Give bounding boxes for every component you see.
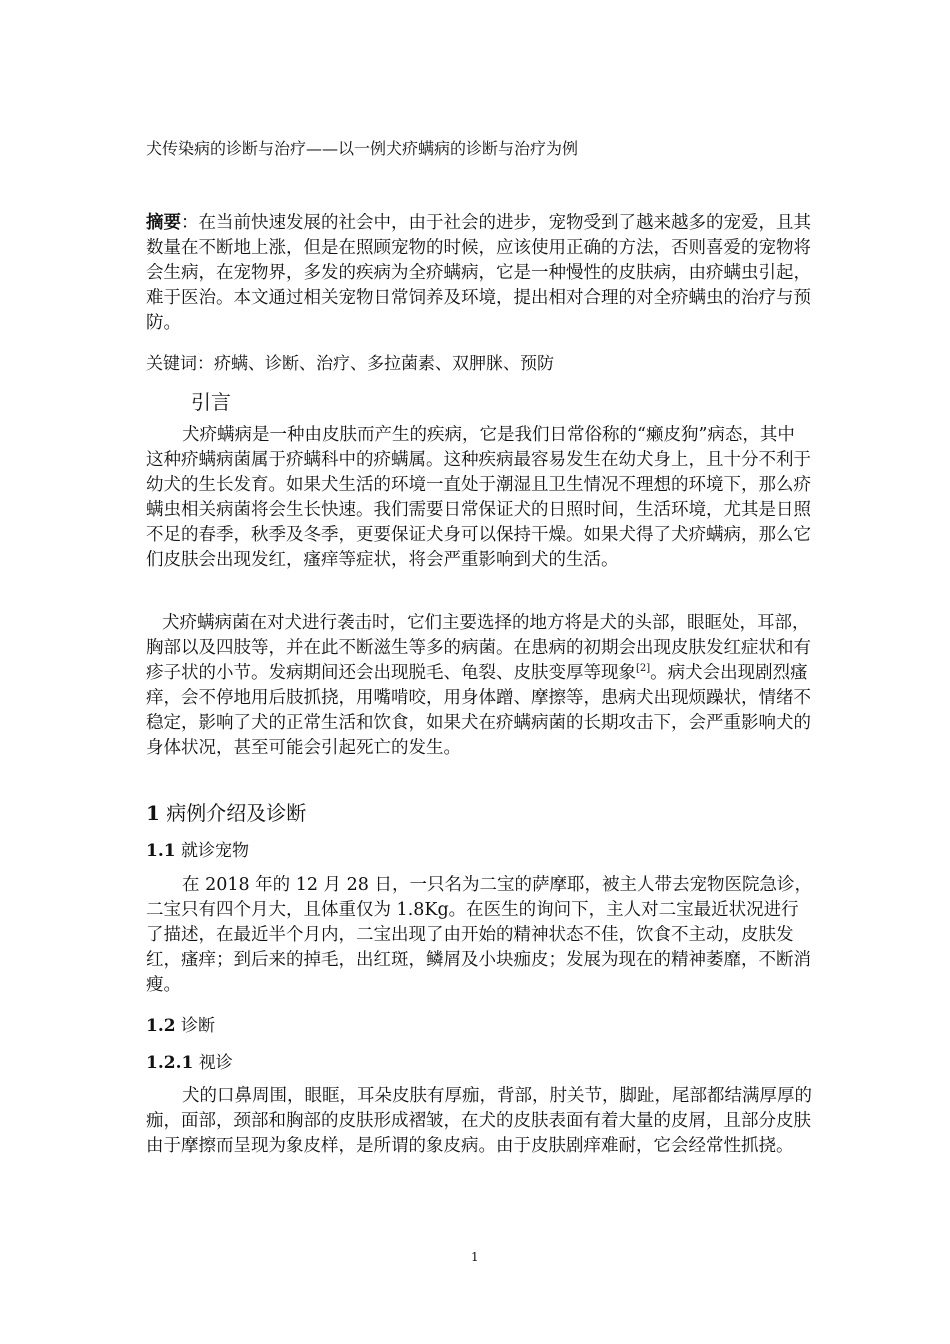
abstract-label: 摘要 <box>146 213 181 233</box>
section-heading-1-1 <box>146 836 249 861</box>
section-heading-1 <box>146 797 306 826</box>
intro-paragraph-2 <box>146 611 812 761</box>
case-paragraph: 在 2018 年的 12 月 28 日，一只名为二宝的萨摩耶，被主人带去宠物医院急诊，二宝只有四个月大，且体重仅为 1.8Kg。在医生的询问下，主人对二宝最近状况进行了描述，在最近半个月内，二宝出现了由开始的精神状态不佳，饮食不主动，皮肤发红，瘙痒；到后来的掉毛，出红斑，鳞屑及小块痂皮；发展为现在的精神萎靡，不断消瘦。 <box>146 875 812 995</box>
keywords: 关键词：疥螨、诊断、治疗、多拉菌素、双胛脒、预防 <box>146 354 554 374</box>
abstract-text: ：在当前快速发展的社会中，由于社会的进步，宠物受到了越来越多的宠爱，且其数量在不断地上涨，但是在照顾宠物的时候，应该使用正确的方法，否则喜爱的宠物将会生病，在宠物界，多发的疾病为全疥螨病，它是一种慢性的皮肤病，由疥螨虫引起，难于医治。本文通过相关宠物日常饲养及环境，提出相对合理的对全疥螨虫的治疗与预防。 <box>146 213 811 333</box>
section-title: 就诊宠物 <box>175 841 249 861</box>
section-number: 1.2 <box>146 1016 176 1036</box>
section-title: 视诊 <box>193 1053 233 1073</box>
section-heading-1-2-1 <box>146 1048 233 1073</box>
page-number: 1 <box>471 1250 479 1264</box>
intro-paragraph-1: 犬疥螨病是一种由皮肤而产生的疾病，它是我们日常俗称的“癞皮狗”病态，其中这种疥螨病菌属于疥螨科中的疥螨属。这种疾病最容易发生在幼犬身上，且十分不利于幼犬的生长发育。如果犬生活的环境一直处于潮湿且卫生情况不理想的环境下，那么疥螨虫相关病菌将会生长快速。我们需要日常保证犬的日照时间，生活环境，尤其是日照不足的春季，秋季及冬季，更要保证犬身可以保持干燥。如果犬得了犬疥螨病，那么它们皮肤会出现发红，瘙痒等症状，将会严重影响到犬的生活。 <box>146 425 811 570</box>
section-heading-1-2 <box>146 1011 215 1036</box>
intro-paragraph-2-text-b: 。病犬会出现剧烈瘙痒，会不停地用后肢抓挠，用嘴啃咬，用身体蹭、摩擦等，患病犬出现烦躁状，情绪不稳定，影响了犬的正常生活和饮食，如果犬在疥螨病菌的长期攻击下，会严重影响犬的身体状况，甚至可能会引起死亡的发生。 <box>146 663 811 758</box>
intro-paragraph-2-text-a: 犬疥螨病菌在对犬进行袭击时，它们主要选择的地方将是犬的头部，眼眶处，耳部，胸部以及四肢等，并在此不断滋生等多的病菌。在患病的初期会出现皮肤发红症状和有疹子状的小节。发病期间还会出现脱毛、龟裂、皮肤变厚等现象 <box>146 613 811 683</box>
intro-heading: 引言 <box>191 390 231 414</box>
abstract <box>146 211 812 336</box>
section-number: 1 <box>146 801 160 825</box>
section-title: 病例介绍及诊断 <box>159 801 307 825</box>
citation-ref: [2] <box>636 663 651 675</box>
section-title: 诊断 <box>175 1016 215 1036</box>
section-number: 1.2.1 <box>146 1053 194 1073</box>
visual-inspection-paragraph: 犬的口鼻周围，眼眶，耳朵皮肤有厚痂，背部，肘关节，脚趾，尾部都结满厚厚的痂，面部，颈部和胸部的皮肤形成褶皱，在犬的皮肤表面有着大量的皮屑，且部分皮肤由于摩擦而呈现为象皮样，是所谓的象皮病。由于皮肤剧痒难耐，它会经常性抓挠。 <box>146 1086 812 1156</box>
document-title: 犬传染病的诊断与治疗——以一例犬疥螨病的诊断与治疗为例 <box>146 139 579 158</box>
section-number: 1.1 <box>146 841 176 861</box>
